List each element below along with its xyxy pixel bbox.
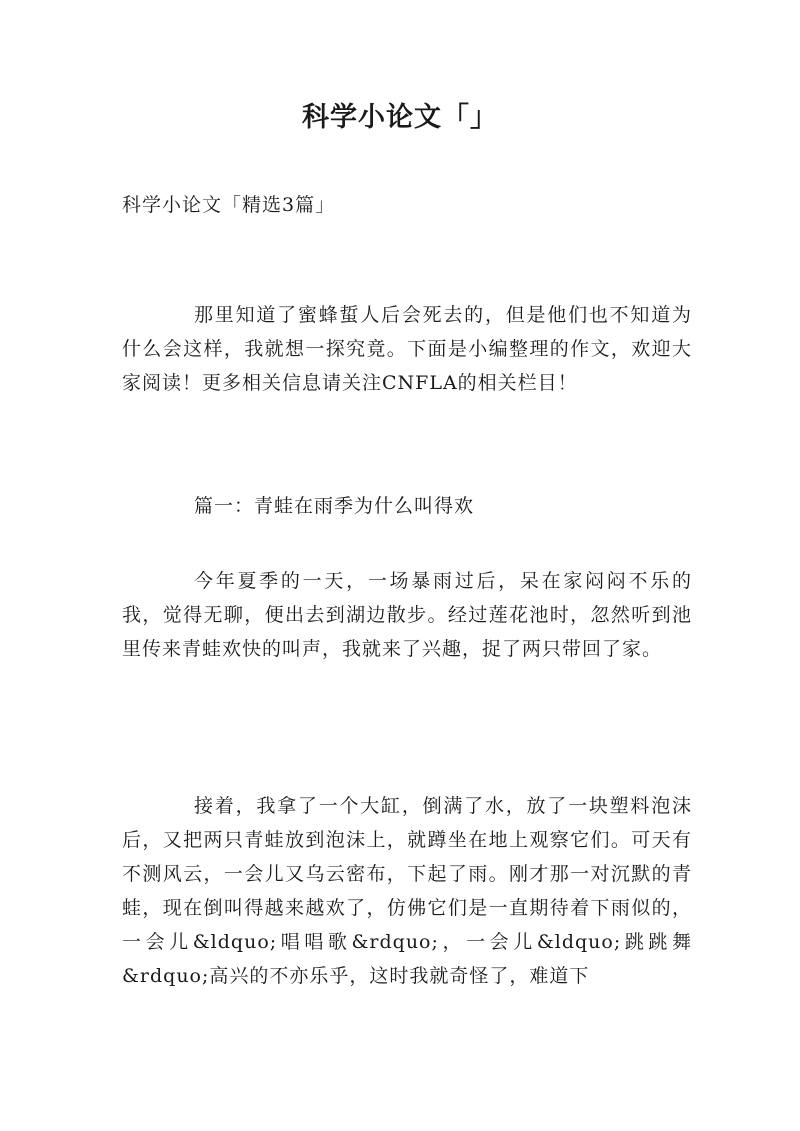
intro-paragraph: 那里知道了蜜蜂蜇人后会死去的，但是他们也不知道为什么会这样，我就想一探究竟。下面是小编整理的作文，欢迎大家阅读！更多相关信息请关注CNFLA的相关栏目！ — [122, 304, 692, 394]
body-paragraph-2: 接着，我拿了一个大缸，倒满了水，放了一块塑料泡沫后，又把两只青蛙放到泡沫上，就蹲坐在地上观察它们。可天有不测风云，一会儿又乌云密布，下起了雨。刚才那一对沉默的青蛙，现在倒叫得越来越欢了，仿佛它们是一直期待着下雨似的，一会儿&ldquo;唱唱歌&rdquo;，一会儿&ldquo;跳跳舞&rdquo;高兴的不亦乐乎，这时我就奇怪了，难道下 — [122, 795, 692, 987]
document-title: 科学小论文「」 — [302, 102, 498, 133]
document-subtitle: 科学小论文「精选3篇」 — [122, 194, 336, 216]
section-heading: 篇一：青蛙在雨季为什么叫得欢 — [194, 495, 475, 517]
body-paragraph-1: 今年夏季的一天，一场暴雨过后，呆在家闷闷不乐的我，觉得无聊，便出去到湖边散步。经过莲花池时，忽然听到池里传来青蛙欢快的叫声，我就来了兴趣，捉了两只带回了家。 — [122, 570, 692, 660]
